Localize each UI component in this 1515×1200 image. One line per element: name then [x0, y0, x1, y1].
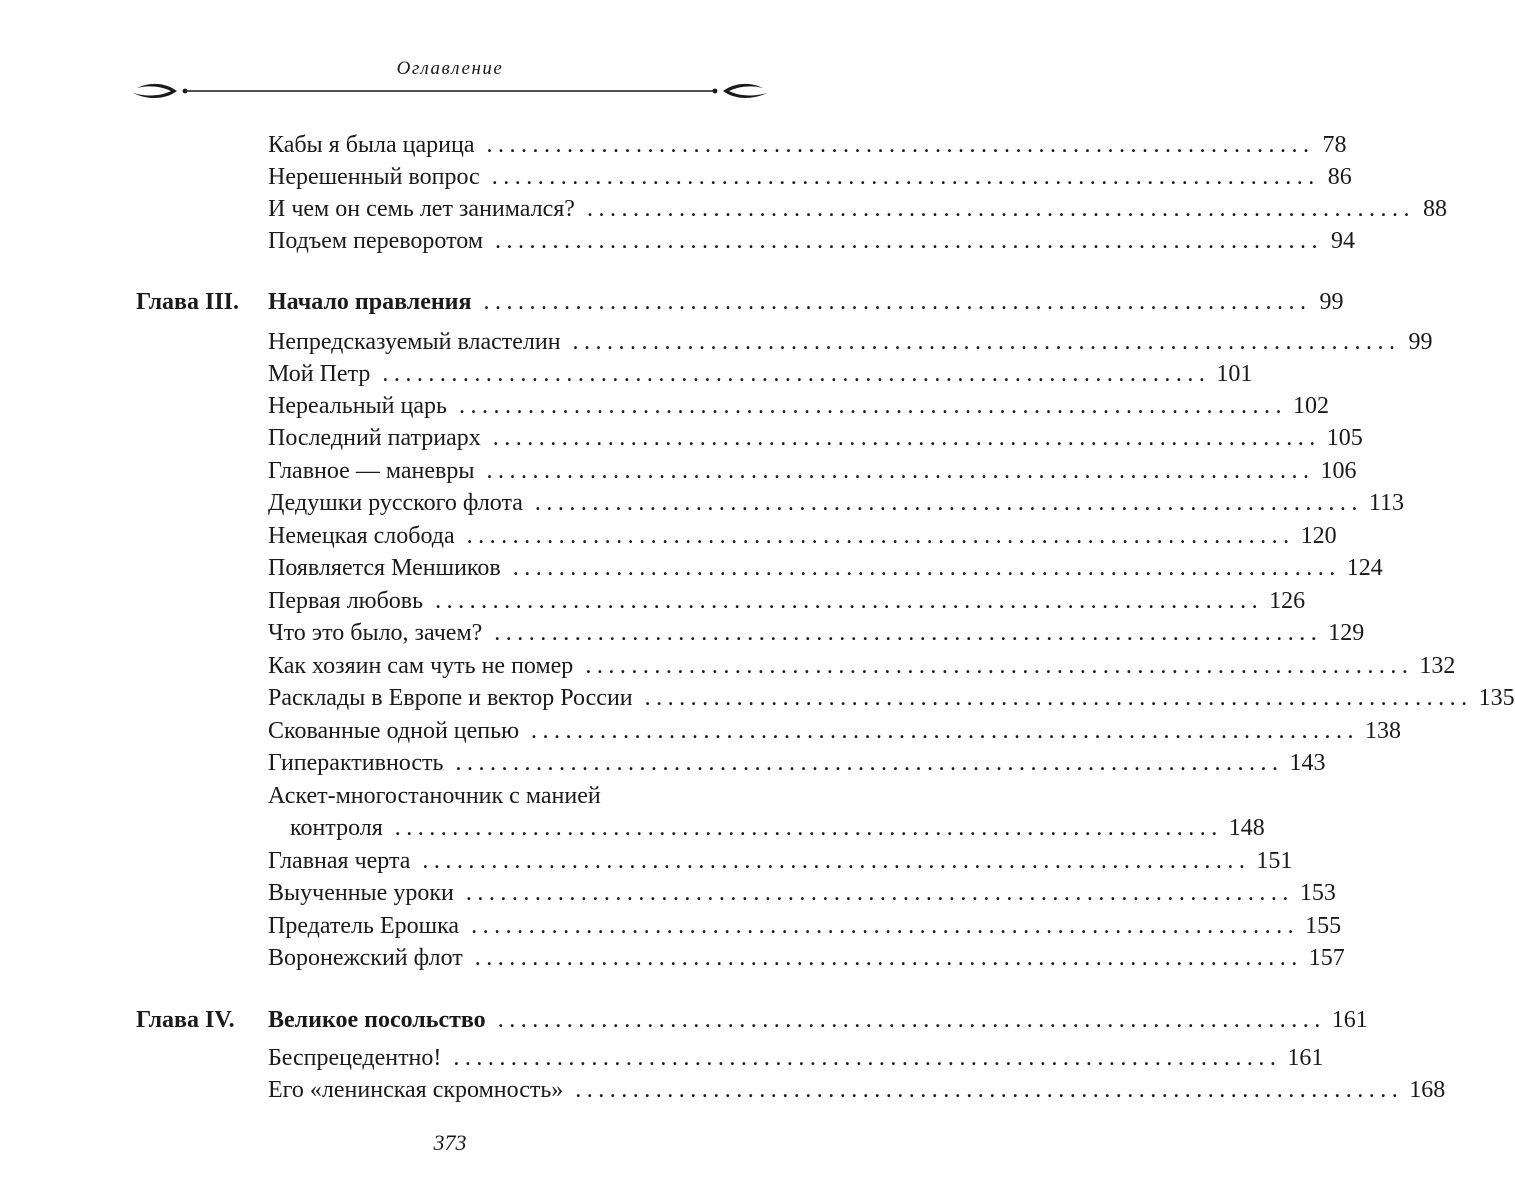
toc-entry[interactable]: контроля ........................................................................ 148: [290, 815, 1265, 841]
page-number: 86: [1327, 164, 1352, 190]
dot-leader: ........................................................................: [575, 1077, 1404, 1103]
page-number: 151: [1256, 848, 1293, 874]
page-number: 113: [1368, 490, 1405, 516]
page-number: 157: [1308, 945, 1345, 971]
toc-entry[interactable]: Мой Петр ........................................................................ 101: [268, 361, 1253, 387]
page-number: 105: [1326, 425, 1363, 451]
page-number: 106: [1320, 458, 1357, 484]
dot-leader: ........................................................................: [492, 425, 1321, 451]
page-number: 132: [1419, 653, 1456, 679]
toc-entry[interactable]: Дедушки русского флота ........................................................................ 113: [268, 490, 1405, 516]
toc-entry[interactable]: Последний патриарх ........................................................................ 105: [268, 425, 1363, 451]
toc-entry[interactable]: Кабы я была царица ........................................................................ 78: [268, 132, 1347, 158]
page-number: 161: [1331, 1007, 1368, 1033]
page-number: 153: [1299, 880, 1336, 906]
page-number: 138: [1365, 718, 1402, 744]
dot-leader: ........................................................................: [531, 718, 1360, 744]
dot-leader: ........................................................................: [572, 329, 1401, 355]
dot-leader: ........................................................................: [486, 458, 1315, 484]
dot-leader: ........................................................................: [534, 490, 1363, 516]
toc-entry[interactable]: Первая любовь ........................................................................ 126: [268, 588, 1306, 614]
toc-entry-title-line1: Аскет-многостаночник с манией: [268, 783, 601, 809]
dot-leader: ........................................................................: [497, 1007, 1326, 1033]
toc-entry[interactable]: Скованные одной цепью ........................................................................ 138: [268, 718, 1402, 744]
page-number: 88: [1422, 196, 1447, 222]
dot-leader: ........................................................................: [422, 848, 1251, 874]
dot-leader: ........................................................................: [585, 653, 1414, 679]
page-number: 161: [1287, 1045, 1324, 1071]
dot-leader: ........................................................................: [458, 393, 1287, 419]
dot-leader: ........................................................................: [465, 880, 1294, 906]
dot-leader: ........................................................................: [512, 555, 1341, 581]
toc-entry[interactable]: Его «ленинская скромность» ........................................................................ 168: [268, 1077, 1446, 1103]
page-number: 120: [1300, 523, 1337, 549]
toc-entry[interactable]: Непредсказуемый властелин ........................................................................ 99: [268, 329, 1433, 355]
dot-leader: ........................................................................: [382, 361, 1211, 387]
dot-leader: ........................................................................: [474, 945, 1303, 971]
page-number: 155: [1305, 913, 1342, 939]
dot-leader: ........................................................................: [495, 228, 1324, 254]
page-number: 101: [1216, 361, 1253, 387]
toc-entry[interactable]: Воронежский флот ........................................................................ 157: [268, 945, 1345, 971]
toc-entry[interactable]: Беспрецедентно! ........................................................................ 161: [268, 1045, 1324, 1071]
page-folio: 373: [433, 1130, 467, 1155]
toc-entry[interactable]: Выученные уроки ........................................................................ 153: [268, 880, 1336, 906]
page-number: 99: [1408, 329, 1433, 355]
toc-entry[interactable]: Главная черта ........................................................................ 151: [268, 848, 1293, 874]
chapter-entry[interactable]: Великое посольство ........................................................................ 161: [268, 1007, 1368, 1033]
toc-entry[interactable]: Появляется Меншиков ........................................................................ 124: [268, 555, 1383, 581]
page-number: 124: [1346, 555, 1383, 581]
toc-entry[interactable]: Как хозяин сам чуть не помер ........................................................................ 132: [268, 653, 1456, 679]
toc-entry[interactable]: Подъем переворотом ........................................................................ 94: [268, 228, 1356, 254]
page-number: 78: [1322, 132, 1347, 158]
toc-entry[interactable]: Предатель Ерошка ........................................................................ 155: [268, 913, 1342, 939]
page-number: 126: [1269, 588, 1306, 614]
toc-entry[interactable]: Нерешенный вопрос ........................................................................ 86: [268, 164, 1352, 190]
page-number: 168: [1409, 1077, 1446, 1103]
page-number: 99: [1319, 289, 1344, 315]
toc-entry[interactable]: И чем он семь лет занимался? ........................................................................ 88: [268, 196, 1447, 222]
running-header: Оглавление: [396, 58, 504, 79]
toc-entry[interactable]: Гиперактивность ........................................................................ 143: [268, 750, 1326, 776]
dot-leader: ........................................................................: [486, 132, 1315, 158]
chapter-label: Глава III.: [136, 289, 240, 315]
toc-entry[interactable]: Немецкая слобода ........................................................................ 120: [268, 523, 1337, 549]
page-number: 135: [1478, 685, 1515, 711]
dot-leader: ........................................................................: [471, 913, 1300, 939]
dot-leader: ........................................................................: [453, 1045, 1282, 1071]
chapter-label: Глава IV.: [136, 1007, 235, 1033]
dot-leader: ........................................................................: [494, 620, 1323, 646]
chapter-entry[interactable]: Начало правления ........................................................................ 99: [268, 289, 1344, 315]
dot-leader: ........................................................................: [455, 750, 1284, 776]
header-rule-ornament: [125, 76, 775, 106]
page-number: 94: [1331, 228, 1356, 254]
dot-leader: ........................................................................: [466, 523, 1295, 549]
dot-leader: ........................................................................: [483, 289, 1312, 315]
page-number: 102: [1292, 393, 1329, 419]
dot-leader: ........................................................................: [491, 164, 1320, 190]
toc-entry[interactable]: Нереальный царь ........................................................................ 102: [268, 393, 1329, 419]
dot-leader: ........................................................................: [644, 685, 1473, 711]
page-number: 129: [1328, 620, 1365, 646]
page-number: 148: [1228, 815, 1265, 841]
toc-entry[interactable]: Расклады в Европе и вектор России ........................................................................ 135: [268, 685, 1515, 711]
dot-leader: ........................................................................: [394, 815, 1223, 841]
toc-entry[interactable]: Главное — маневры ........................................................................ 106: [268, 458, 1357, 484]
dot-leader: ........................................................................: [435, 588, 1264, 614]
dot-leader: ........................................................................: [586, 196, 1415, 222]
toc-entry[interactable]: Что это было, зачем? ........................................................................ 129: [268, 620, 1365, 646]
page-number: 143: [1289, 750, 1326, 776]
